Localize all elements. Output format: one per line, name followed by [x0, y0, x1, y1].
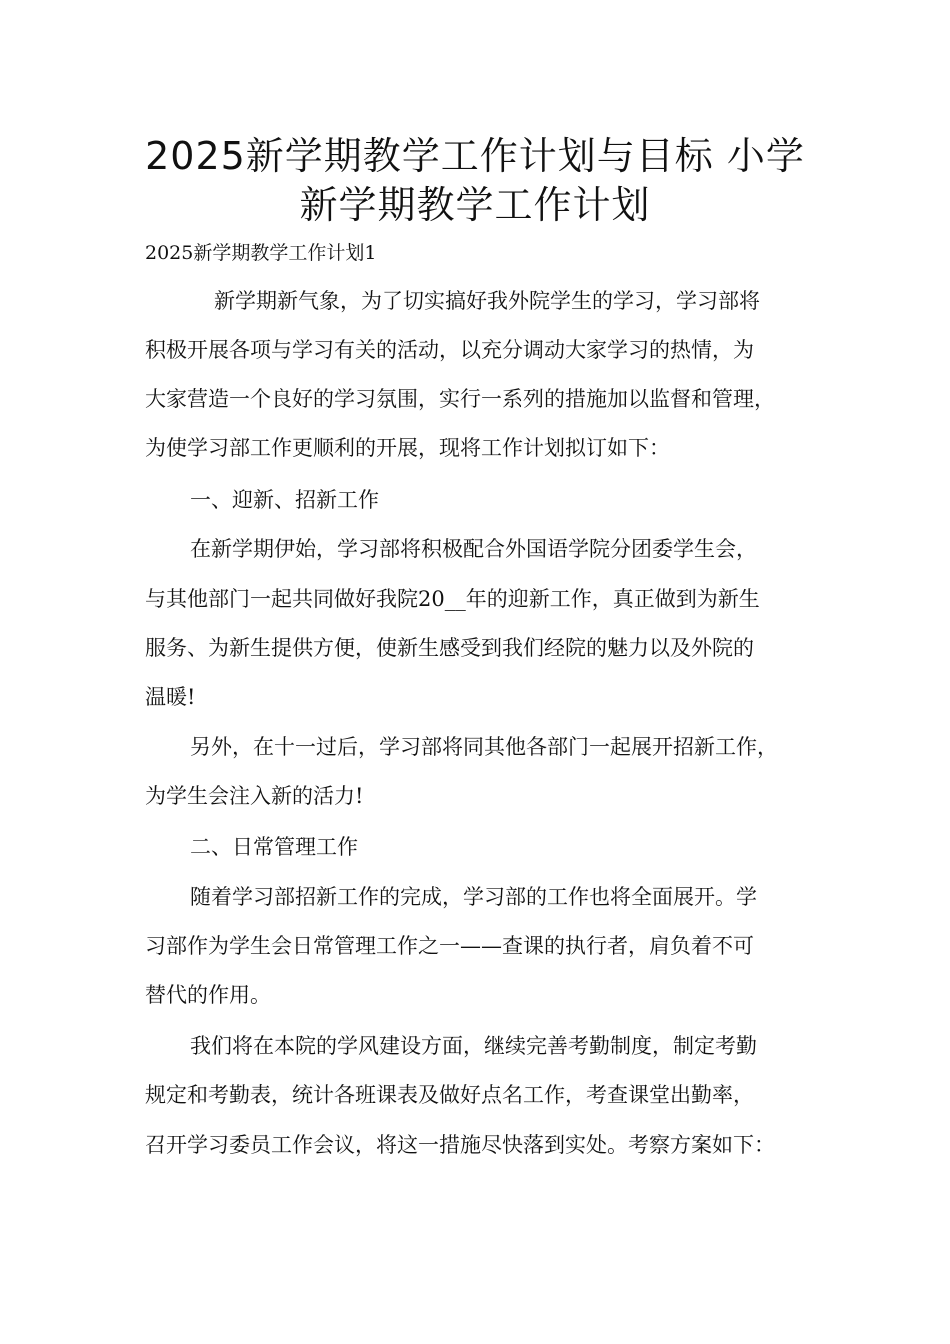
paragraph-line: 我们将在本院的学风建设方面，继续完善考勤制度，制定考勤 [190, 1034, 757, 1058]
section-heading: 一、迎新、招新工作 [190, 488, 379, 512]
paragraph-line: 另外，在十一过后，学习部将同其他各部门一起展开招新工作， [190, 735, 778, 759]
paragraph-line: 积极开展各项与学习有关的活动，以充分调动大家学习的热情，为 [145, 338, 754, 362]
document-subtitle: 2025新学期教学工作计划1 [145, 242, 377, 264]
paragraph-line: 召开学习委员工作会议，将这一措施尽快落到实处。考察方案如下： [145, 1133, 775, 1157]
paragraph-line: 与其他部门一起共同做好我院20__年的迎新工作，真正做到为新生 [145, 587, 760, 611]
paragraph-line: 替代的作用。 [145, 983, 271, 1007]
paragraph-line: 随着学习部招新工作的完成，学习部的工作也将全面展开。学 [190, 885, 757, 909]
document-title-line-2: 新学期教学工作计划 [299, 183, 651, 227]
document-title-line-1: 2025新学期教学工作计划与目标 小学 [145, 134, 805, 178]
paragraph-line: 为使学习部工作更顺利的开展，现将工作计划拟订如下： [145, 436, 670, 460]
paragraph-line: 新学期新气象，为了切实搞好我外院学生的学习，学习部将 [214, 289, 760, 313]
paragraph-line: 服务、为新生提供方便，使新生感受到我们经院的魅力以及外院的 [145, 636, 754, 660]
paragraph-line: 温暖! [145, 685, 196, 709]
paragraph-line: 大家营造一个良好的学习氛围，实行一系列的措施加以监督和管理， [145, 387, 775, 411]
paragraph-line: 为学生会注入新的活力! [145, 784, 364, 808]
paragraph-line: 规定和考勤表，统计各班课表及做好点名工作，考查课堂出勤率， [145, 1083, 754, 1107]
paragraph-line: 在新学期伊始，学习部将积极配合外国语学院分团委学生会， [190, 537, 757, 561]
paragraph-line: 习部作为学生会日常管理工作之一——查课的执行者，肩负着不可 [145, 934, 754, 958]
section-heading: 二、日常管理工作 [190, 835, 358, 859]
